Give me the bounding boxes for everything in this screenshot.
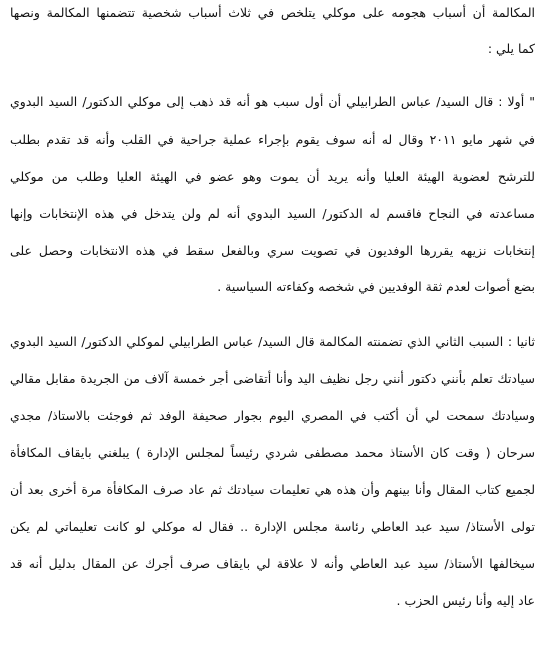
text-line-6: مساعدته في النجاح فاقسم له الدكتور/ السيد البدوي أنه لم ولن يتدخل في هذه الإنتخابات وإنها [10,206,535,221]
text-line-5: للترشح لعضوية الهيئة العليا وأنه يريد أن يموت وهو عضو في الهيئة العليا وطلب من موكلي [10,169,535,184]
text-line-16: عاد إليه وأنا رئيس الحزب . [396,593,535,608]
text-line-2: كما يلي : [487,41,535,56]
text-line-8: بضع أصوات لعدم ثقة الوفديين في شخصه وكفاءته السياسية . [217,279,535,294]
text-line-15: سيخالفها الأستاذ/ سيد عبد العاطي وأنه لا علاقة لي بايقاف صرف أجرك عن المقال بدليل أنه قد [10,556,535,571]
text-line-3: " أولا : قال السيد/ عباس الطرابيلي أن أول سبب هو أنه قد ذهب إلى موكلي الدكتور/ السيد البدوي [10,94,535,109]
text-line-10: سيادتك تعلم بأنني دكتور أنني رجل نظيف اليد وأنا أتقاضى أجر خمسة آلاف من الجريدة مقابل مقالي [10,371,535,386]
text-line-9: ثانيا : السبب الثاني الذي تضمنته المكالمة قال السيد/ عباس الطرابيلي لموكلي الدكتور/ السيد البدوي [10,334,535,349]
text-line-12: سرحان ( وقت كان الأستاذ محمد مصطفى شردي رئيساً لمجلس الإدارة ) يبلغني بايقاف المكافأة [10,445,535,460]
text-line-11: وسيادتك سمحت لي أن أكتب في المصري اليوم بجوار صحيفة الوفد ثم فوجئت بالاستاذ/ مجدي [10,408,535,423]
text-line-13: لجميع كتاب المقال وأنا بينهم وأن هذه هي تعليمات سيادتك ثم عاد صرف المكافأة مرة أخرى بعد أن [10,482,535,497]
text-line-7: إنتخابات نزيهه يقررها الوفديون في تصويت سري وبالفعل سقط في هذه الانتخابات وحصل على [10,243,535,258]
text-line-14: تولى الأستاذ/ سيد عبد العاطي رئاسة مجلس الإدارة .. فقال له موكلي لو كانت تعليماتي لم يكن [10,519,535,534]
text-line-4: في شهر مايو ٢٠١١ وقال له أنه سوف يقوم بإجراء عملية جراحية في القلب وأنه قد تقدم بطلب [10,132,536,147]
text-line-1: المكالمة أن أسباب هجومه على موكلي يتلخص في ثلاث أسباب شخصية تتضمنها المكالمة ونصها [10,5,535,20]
